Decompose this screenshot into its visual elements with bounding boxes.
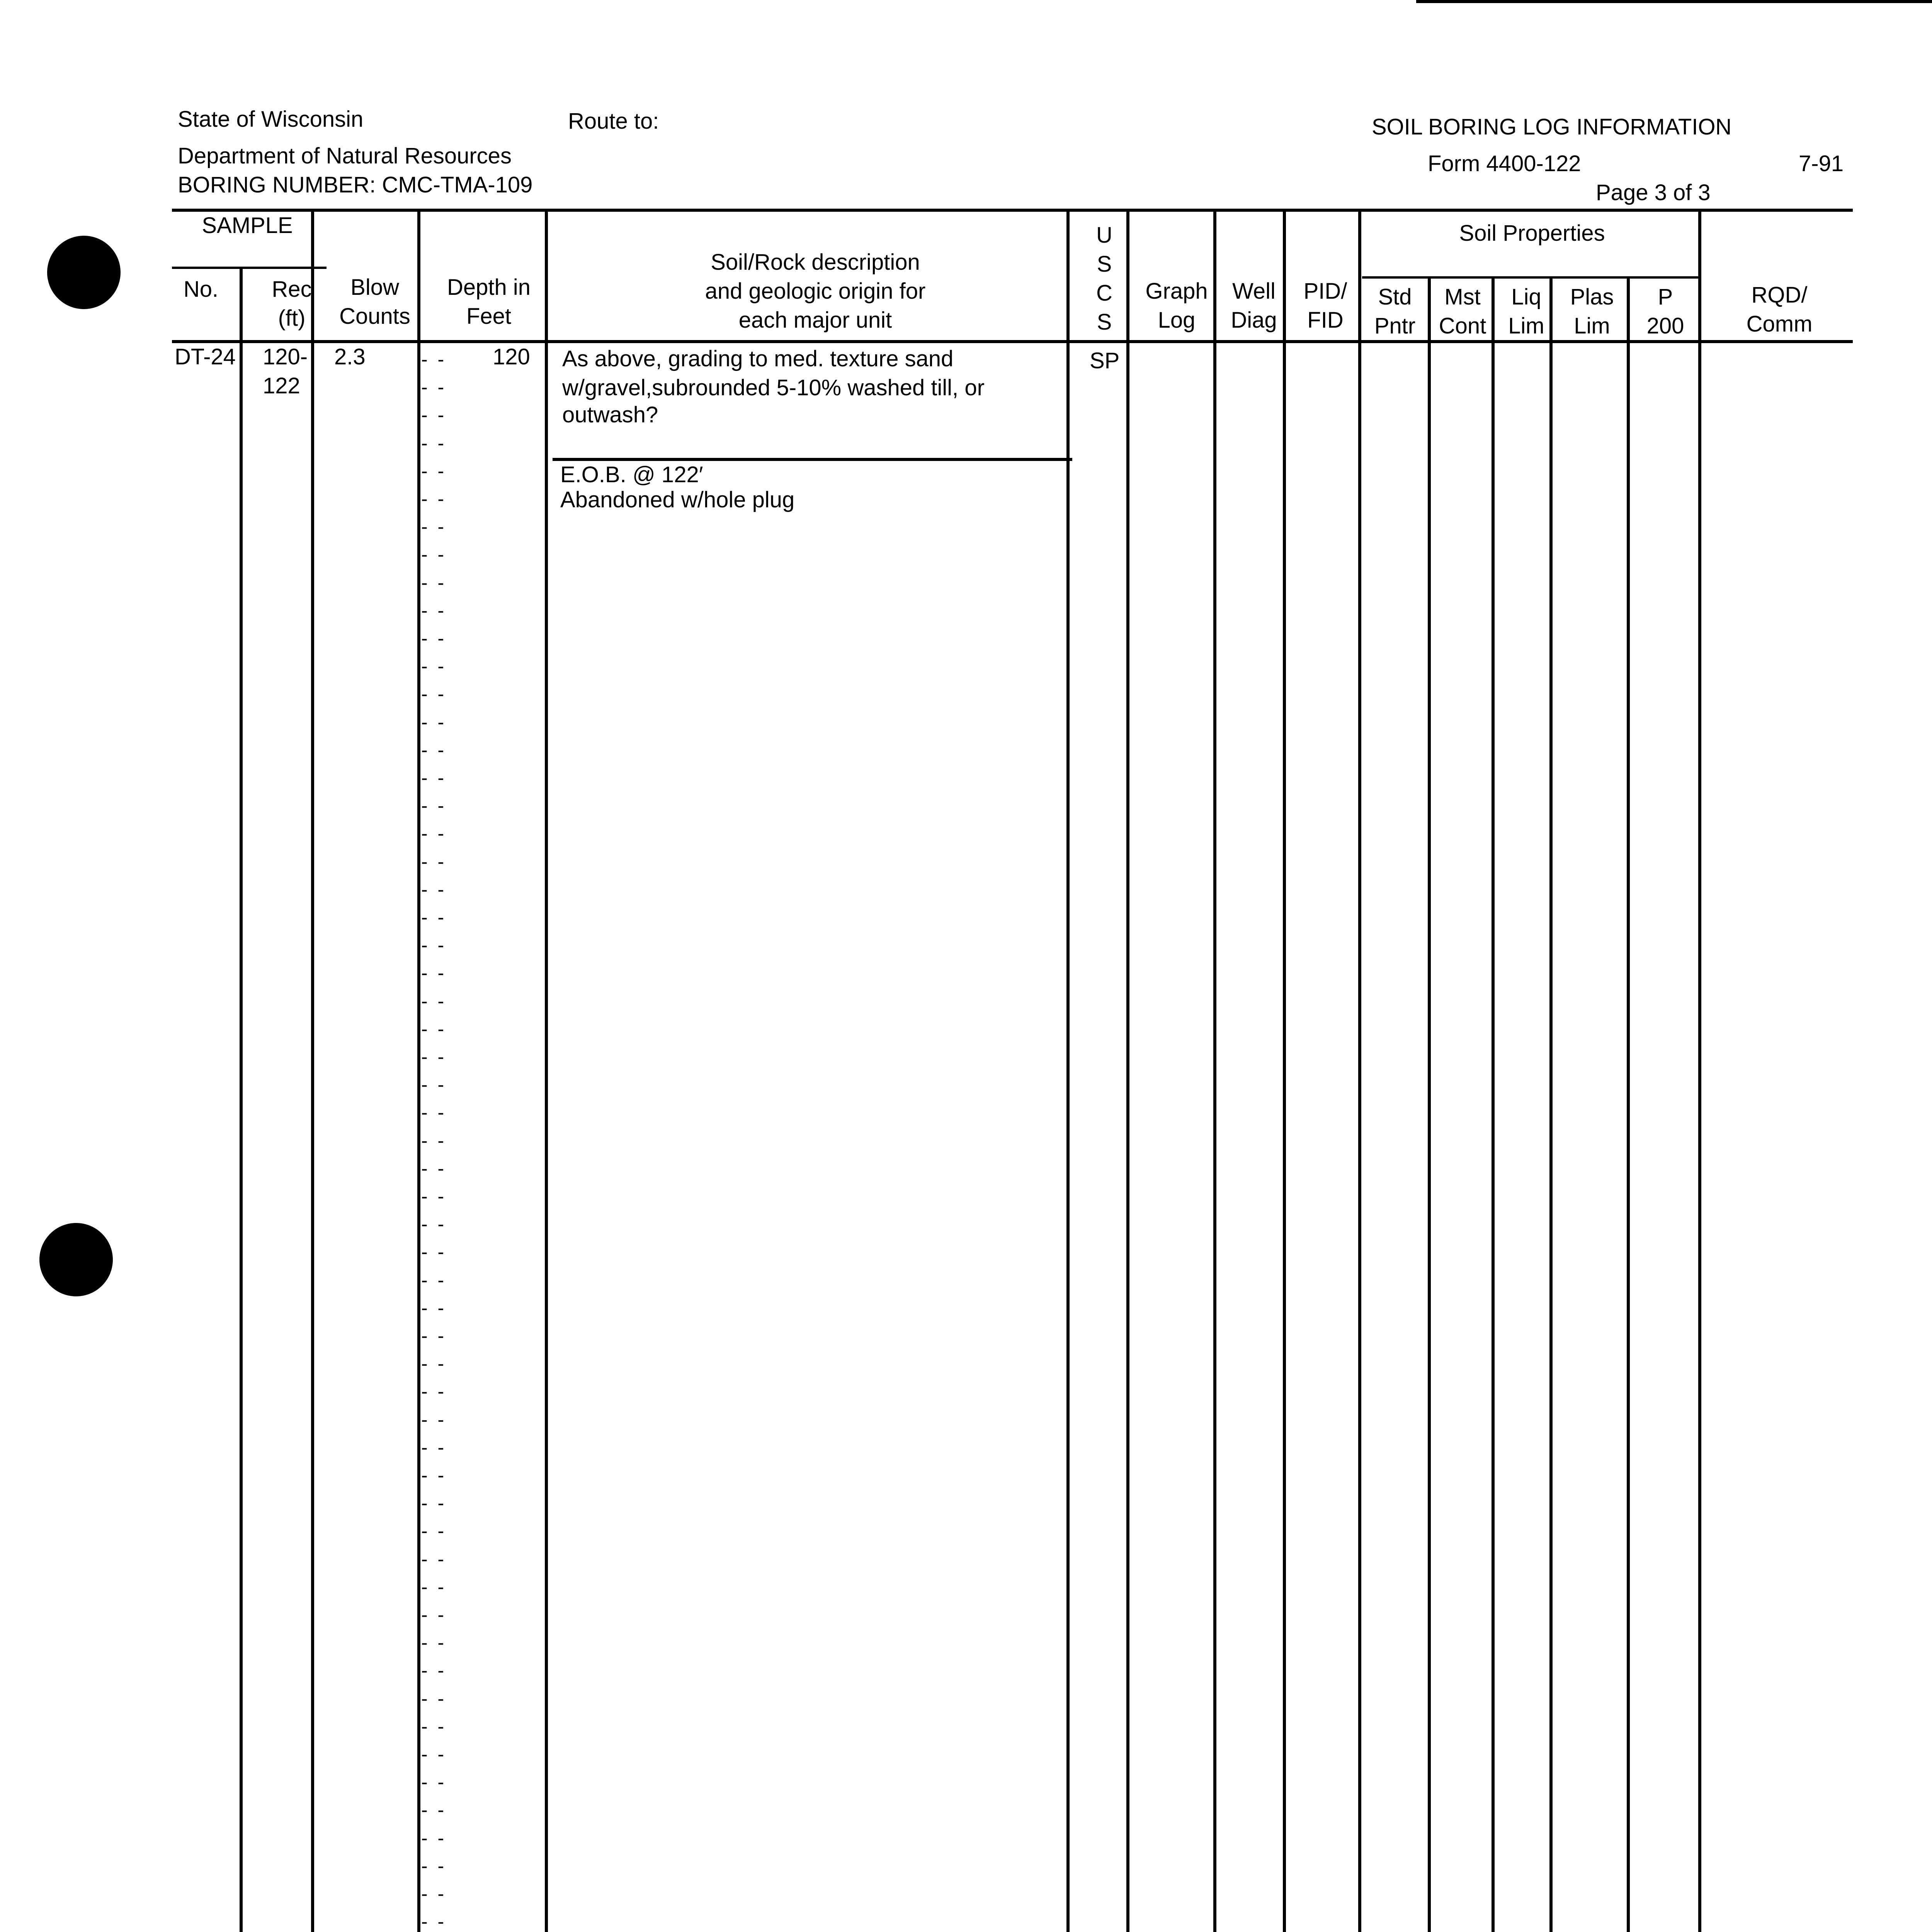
header-blow-1: Blow <box>350 275 399 300</box>
row-description-2: w/gravel,subrounded 5-10% washed till, or <box>562 375 985 400</box>
depth-tick: - - <box>421 1213 447 1235</box>
col-line-plas-p200 <box>1627 276 1630 1932</box>
depth-tick: - - <box>421 1827 447 1849</box>
form-title: SOIL BORING LOG INFORMATION <box>1372 114 1732 139</box>
scan-edge-line <box>1416 0 1932 3</box>
form-number: Form 4400-122 <box>1428 151 1581 176</box>
header-pid-2: FID <box>1307 308 1344 333</box>
header-depth-1: Depth in <box>447 275 531 300</box>
col-line-liq-plas <box>1549 276 1553 1932</box>
depth-tick: - - <box>421 739 447 761</box>
header-liq-2: Lim <box>1508 313 1544 338</box>
depth-tick: - - <box>421 404 447 426</box>
col-line-rec-blow <box>311 209 314 1932</box>
depth-tick: - - <box>421 544 447 566</box>
depth-tick: - - <box>421 432 447 454</box>
header-graph-2: Log <box>1158 308 1196 333</box>
depth-tick: - - <box>421 516 447 538</box>
depth-tick: - - <box>421 376 447 398</box>
depth-tick: - - <box>421 1074 447 1096</box>
row-sample-no: DT-24 <box>175 344 236 369</box>
end-of-boring: E.O.B. @ 122′ <box>560 462 703 487</box>
soil-properties-group-rule <box>1362 276 1700 279</box>
header-pid-1: PID/ <box>1303 279 1347 304</box>
header-rec-2: (ft) <box>278 306 306 331</box>
col-line-depth-desc <box>545 209 548 1932</box>
depth-tick: - - <box>421 1520 447 1542</box>
row-blow-counts: 2.3 <box>334 344 366 369</box>
row-depth: 120 <box>493 344 530 369</box>
col-line-p200-rqd <box>1698 209 1701 1932</box>
depth-tick: - - <box>421 599 447 621</box>
table-top-rule <box>172 209 1853 212</box>
depth-tick: - - <box>421 711 447 733</box>
header-mst-2: Cont <box>1439 313 1486 338</box>
col-line-mst-liq <box>1492 276 1495 1932</box>
col-line-blow-depth <box>417 209 420 1932</box>
depth-tick: - - <box>421 1492 447 1514</box>
depth-tick: - - <box>421 683 447 705</box>
depth-tick: - - <box>421 1325 447 1347</box>
row-uscs: SP <box>1090 348 1120 373</box>
depth-tick: - - <box>421 1660 447 1682</box>
description-divider-rule <box>553 458 1072 461</box>
col-line-pid-std <box>1358 209 1361 1932</box>
depth-tick: - - <box>421 1715 447 1737</box>
depth-tick: - - <box>421 1408 447 1430</box>
depth-tick: - - <box>421 934 447 956</box>
state-label: State of Wisconsin <box>178 107 364 132</box>
depth-tick: - - <box>421 628 447 649</box>
header-liq-1: Liq <box>1511 284 1541 310</box>
depth-tick: - - <box>421 1604 447 1626</box>
header-sample: SAMPLE <box>202 213 293 238</box>
depth-tick: - - <box>421 795 447 817</box>
header-depth-2: Feet <box>466 304 512 329</box>
depth-tick: - - <box>421 1548 447 1570</box>
depth-tick: - - <box>421 823 447 845</box>
header-desc-1: Soil/Rock description <box>711 250 920 275</box>
row-rec-1: 120- <box>263 344 308 369</box>
depth-tick: - - <box>421 1381 447 1403</box>
depth-tick: - - <box>421 850 447 872</box>
abandoned-note: Abandoned w/hole plug <box>560 487 795 512</box>
department-label: Department of Natural Resources <box>178 143 512 168</box>
depth-tick: - - <box>421 1911 447 1932</box>
header-bottom-rule <box>172 340 1853 343</box>
depth-tick: - - <box>421 1799 447 1821</box>
depth-tick: - - <box>421 1129 447 1151</box>
depth-tick: - - <box>421 1185 447 1207</box>
header-p200-2: 200 <box>1646 313 1684 338</box>
depth-tick: - - <box>421 1855 447 1877</box>
depth-tick: - - <box>421 1687 447 1709</box>
depth-tick: - - <box>421 655 447 677</box>
header-mst-1: Mst <box>1444 284 1481 310</box>
boring-number: BORING NUMBER: CMC-TMA-109 <box>178 172 533 197</box>
col-line-graph-well <box>1213 209 1216 1932</box>
depth-tick: - - <box>421 1046 447 1068</box>
row-rec-2: 122 <box>263 373 300 398</box>
header-uscs-u: U <box>1096 223 1112 248</box>
depth-tick: - - <box>421 1269 447 1291</box>
header-std-2: Pntr <box>1374 313 1416 338</box>
header-uscs-s2: S <box>1097 310 1112 335</box>
route-to-label: Route to: <box>568 109 659 134</box>
header-graph-1: Graph <box>1145 279 1208 304</box>
header-desc-3: each major unit <box>738 308 892 333</box>
depth-tick: - - <box>421 349 447 370</box>
depth-tick: - - <box>421 1576 447 1598</box>
depth-tick: - - <box>421 1464 447 1486</box>
depth-tick: - - <box>421 488 447 510</box>
row-description-3: outwash? <box>562 402 658 427</box>
depth-tick: - - <box>421 1632 447 1654</box>
header-rqd-2: Comm <box>1746 311 1813 337</box>
sample-group-rule <box>172 267 327 269</box>
depth-tick: - - <box>421 1353 447 1375</box>
header-blow-2: Counts <box>339 304 410 329</box>
page-number: Page 3 of 3 <box>1596 180 1711 205</box>
header-uscs-c: C <box>1096 281 1112 306</box>
header-rqd-1: RQD/ <box>1751 282 1808 308</box>
depth-tick: - - <box>421 1436 447 1458</box>
depth-tick: - - <box>421 460 447 482</box>
depth-tick: - - <box>421 990 447 1012</box>
col-line-uscs-graph <box>1126 209 1129 1932</box>
col-line-no-rec <box>240 267 243 1932</box>
row-description-1: As above, grading to med. texture sand <box>562 346 954 371</box>
depth-tick: - - <box>421 1018 447 1040</box>
depth-tick: - - <box>421 1157 447 1179</box>
depth-tick: - - <box>421 1241 447 1263</box>
depth-tick: - - <box>421 906 447 928</box>
form-revision: 7-91 <box>1799 151 1844 176</box>
col-line-std-mst <box>1428 276 1431 1932</box>
depth-tick: - - <box>421 1883 447 1905</box>
header-soil-properties: Soil Properties <box>1459 221 1605 246</box>
header-no: No. <box>183 277 219 302</box>
depth-tick: - - <box>421 767 447 789</box>
depth-tick: - - <box>421 571 447 594</box>
header-std-1: Std <box>1378 284 1412 310</box>
depth-tick: - - <box>421 1771 447 1793</box>
depth-tick: - - <box>421 1297 447 1319</box>
header-desc-2: and geologic origin for <box>705 279 926 304</box>
binder-hole-top <box>47 236 121 309</box>
depth-tick: - - <box>421 878 447 900</box>
header-plas-2: Lim <box>1574 313 1610 338</box>
header-plas-1: Plas <box>1570 284 1614 310</box>
depth-tick: - - <box>421 1743 447 1765</box>
depth-tick: - - <box>421 1102 447 1124</box>
depth-tick: - - <box>421 962 447 984</box>
header-rec-1: Rec <box>272 277 312 302</box>
header-well-2: Diag <box>1231 308 1277 333</box>
binder-hole-middle <box>39 1223 113 1296</box>
header-uscs-s1: S <box>1097 252 1112 277</box>
col-line-desc-uscs <box>1066 209 1070 1932</box>
header-p200-1: P <box>1658 284 1673 310</box>
col-line-well-pid <box>1283 209 1286 1932</box>
header-well-1: Well <box>1232 279 1276 304</box>
